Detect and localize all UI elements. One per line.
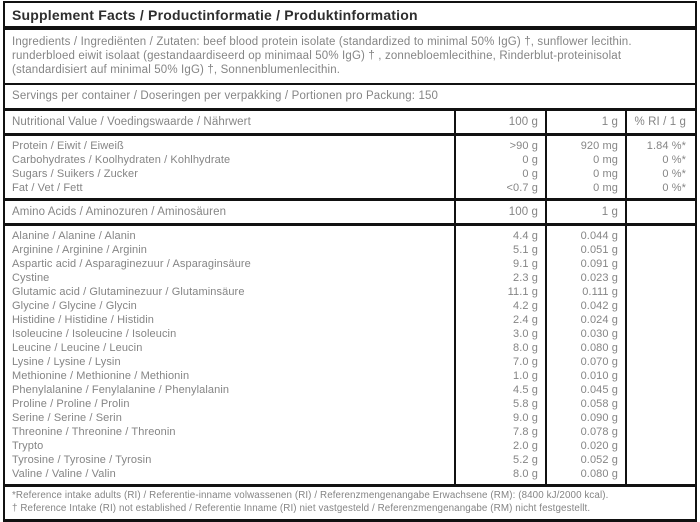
value-ri-empty xyxy=(625,397,695,411)
value-per-100g: 4.4 g xyxy=(454,226,545,243)
value-per-100g: 0 g xyxy=(454,153,545,167)
amino-name: Methionine / Methionine / Methionin xyxy=(12,370,190,382)
value-ri-empty xyxy=(625,369,695,383)
value-ri-empty xyxy=(625,226,695,243)
value-ri-empty xyxy=(625,383,695,397)
value-per-1g: 0.091 g xyxy=(545,257,625,271)
column-header-ri: % RI / 1 g xyxy=(625,111,695,133)
value-per-100g: 1.0 g xyxy=(454,369,545,383)
value-per-1g: 0.111 g xyxy=(545,285,625,299)
table-row-tyrosine xyxy=(5,453,695,467)
amino-name: Leucine / Leucine / Leucin xyxy=(12,342,143,354)
column-header-1g: 1 g xyxy=(545,111,625,133)
value-ri-empty xyxy=(625,327,695,341)
value-ri-empty xyxy=(625,467,695,484)
table-row-valine xyxy=(5,467,695,484)
value-per-100g: >90 g xyxy=(454,136,545,153)
amino-name: Aspartic acid / Asparaginezuur / Asparaginsäure xyxy=(12,258,251,270)
table-row-fat xyxy=(5,181,695,198)
value-ri: 0 %* xyxy=(625,167,695,181)
value-ri-empty xyxy=(625,271,695,285)
value-per-1g: 0.023 g xyxy=(545,271,625,285)
value-ri: 1.84 %* xyxy=(625,136,695,153)
nutrient-name: Protein / Eiwit / Eiweiß xyxy=(12,140,124,152)
footnote-ri-not-established: † Reference Intake (RI) not established / Referentie Inname (RI) niet vastgesteld / Referenzmengenangabe (RM) nicht festgestellt. xyxy=(12,502,591,514)
table-row-lysine xyxy=(5,355,695,369)
value-per-1g: 0 mg xyxy=(545,167,625,181)
value-per-1g: 0 mg xyxy=(545,153,625,167)
value-per-1g: 0.030 g xyxy=(545,327,625,341)
value-per-1g: 0.042 g xyxy=(545,299,625,313)
amino-name: Glycine / Glycine / Glycin xyxy=(12,300,137,312)
column-header-100g: 100 g xyxy=(454,201,545,223)
amino-name: Threonine / Threonine / Threonin xyxy=(12,426,176,438)
table-row-histidine xyxy=(5,313,695,327)
amino-name: Lysine / Lysine / Lysin xyxy=(12,356,121,368)
column-header-amino-acids: Amino Acids / Aminozuren / Aminosäuren xyxy=(12,206,227,218)
table-row-proline xyxy=(5,397,695,411)
value-per-100g: <0.7 g xyxy=(454,181,545,198)
value-per-100g: 5.8 g xyxy=(454,397,545,411)
value-per-1g: 0.052 g xyxy=(545,453,625,467)
value-per-1g: 0.090 g xyxy=(545,411,625,425)
amino-name: Proline / Proline / Prolin xyxy=(12,398,130,410)
value-ri-empty xyxy=(625,355,695,369)
table-row-cystine xyxy=(5,271,695,285)
table-row-carbohydrates xyxy=(5,153,695,167)
value-per-100g: 9.0 g xyxy=(454,411,545,425)
table-row-arginine xyxy=(5,243,695,257)
table-row-serine xyxy=(5,411,695,425)
value-per-1g: 0.045 g xyxy=(545,383,625,397)
table-row-leucine xyxy=(5,341,695,355)
amino-acids-header-row xyxy=(5,201,695,223)
amino-name: Trypto xyxy=(12,440,44,452)
amino-name: Isoleucine / Isoleucine / Isoleucin xyxy=(12,328,177,340)
footnote-reference-intake: *Reference intake adults (RI) / Referentie-inname volwassenen (RI) / Referenzmengenangabe Erwachsene (RM): (8400 kJ/2000 kcal). xyxy=(12,490,609,501)
value-ri: 0 %* xyxy=(625,153,695,167)
macro-nutrient-rows xyxy=(5,136,695,201)
value-per-1g: 0.024 g xyxy=(545,313,625,327)
value-per-100g: 11.1 g xyxy=(454,285,545,299)
column-header-nutritional-value: Nutritional Value / Voedingswaarde / Nährwert xyxy=(12,116,251,128)
value-per-1g: 0.044 g xyxy=(545,226,625,243)
amino-acid-rows xyxy=(5,226,695,487)
value-per-1g: 0.051 g xyxy=(545,243,625,257)
value-per-100g: 2.0 g xyxy=(454,439,545,453)
table-row-tryptophan xyxy=(5,439,695,453)
value-per-100g: 4.5 g xyxy=(454,383,545,397)
table-row-aspartic-acid xyxy=(5,257,695,271)
table-row-glycine xyxy=(5,299,695,313)
amino-name: Tyrosine / Tyrosine / Tyrosin xyxy=(12,454,152,466)
value-per-100g: 5.1 g xyxy=(454,243,545,257)
value-per-100g: 2.3 g xyxy=(454,271,545,285)
amino-name: Arginine / Arginine / Arginin xyxy=(12,244,147,256)
amino-name: Alanine / Alanine / Alanin xyxy=(12,230,136,242)
value-ri-empty xyxy=(625,285,695,299)
value-ri-empty xyxy=(625,313,695,327)
value-per-100g: 8.0 g xyxy=(454,467,545,484)
value-per-100g: 2.4 g xyxy=(454,313,545,327)
value-per-100g: 8.0 g xyxy=(454,341,545,355)
amino-name: Cystine xyxy=(12,272,50,284)
nutrient-name: Fat / Vet / Fett xyxy=(12,182,83,194)
table-row-glutamic-acid xyxy=(5,285,695,299)
value-per-100g: 9.1 g xyxy=(454,257,545,271)
value-ri-empty xyxy=(625,453,695,467)
nutrient-name: Carbohydrates / Koolhydraten / Kohlhydrate xyxy=(12,154,231,166)
table-row-alanine xyxy=(5,226,695,243)
value-per-100g: 7.0 g xyxy=(454,355,545,369)
value-per-1g: 0 mg xyxy=(545,181,625,198)
table-row-phenylalanine xyxy=(5,383,695,397)
value-ri-empty xyxy=(625,411,695,425)
value-per-1g: 0.078 g xyxy=(545,425,625,439)
amino-name: Glutamic acid / Glutaminezuur / Glutaminsäure xyxy=(12,286,245,298)
value-per-1g: 0.020 g xyxy=(545,439,625,453)
table-row-threonine xyxy=(5,425,695,439)
value-per-1g: 0.080 g xyxy=(545,341,625,355)
amino-name: Serine / Serine / Serin xyxy=(12,412,122,424)
value-ri-empty xyxy=(625,439,695,453)
value-per-1g: 0.058 g xyxy=(545,397,625,411)
nutrient-name: Sugars / Suikers / Zucker xyxy=(12,168,138,180)
value-ri-empty xyxy=(625,425,695,439)
amino-name: Histidine / Histidine / Histidin xyxy=(12,314,154,326)
value-per-1g: 0.010 g xyxy=(545,369,625,383)
table-row-methionine xyxy=(5,369,695,383)
value-per-100g: 0 g xyxy=(454,167,545,181)
value-ri: 0 %* xyxy=(625,181,695,198)
table-row-sugars xyxy=(5,167,695,181)
value-per-100g: 3.0 g xyxy=(454,327,545,341)
value-ri-empty xyxy=(625,257,695,271)
value-ri-empty xyxy=(625,341,695,355)
amino-name: Phenylalanine / Fenylalanine / Phenylalanin xyxy=(12,384,230,396)
nutritional-value-header-row xyxy=(5,111,695,133)
value-per-1g: 0.070 g xyxy=(545,355,625,369)
value-ri-empty xyxy=(625,299,695,313)
amino-name: Valine / Valine / Valin xyxy=(12,468,116,480)
servings-per-container: Servings per container / Doseringen per verpakking / Portionen pro Packung: 150 xyxy=(5,85,695,111)
column-header-ri-empty xyxy=(625,201,695,223)
ingredients-text: Ingredients / Ingrediënten / Zutaten: beef blood protein isolate (standardized to minimal 50% IgG) †, sunflower lecithin. runderbloed eiwit isolaat (gestandaardiseerd op minimaal 50% IgG) † , zonnebloemlecithine, Rinderblut-proteinisolat (standardisiert auf minimal 50% IgG) †, Sonnenblumenlecithin. xyxy=(5,30,695,85)
footnotes xyxy=(5,487,695,519)
table-row-isoleucine xyxy=(5,327,695,341)
value-ri-empty xyxy=(625,243,695,257)
column-header-100g: 100 g xyxy=(454,111,545,133)
supplement-facts-label xyxy=(3,1,697,522)
value-per-100g: 5.2 g xyxy=(454,453,545,467)
value-per-1g: 920 mg xyxy=(545,136,625,153)
value-per-100g: 4.2 g xyxy=(454,299,545,313)
column-header-1g: 1 g xyxy=(545,201,625,223)
value-per-100g: 7.8 g xyxy=(454,425,545,439)
value-per-1g: 0.080 g xyxy=(545,467,625,484)
table-row-protein xyxy=(5,136,695,153)
label-title: Supplement Facts / Productinformatie / Produktinformation xyxy=(5,3,695,30)
